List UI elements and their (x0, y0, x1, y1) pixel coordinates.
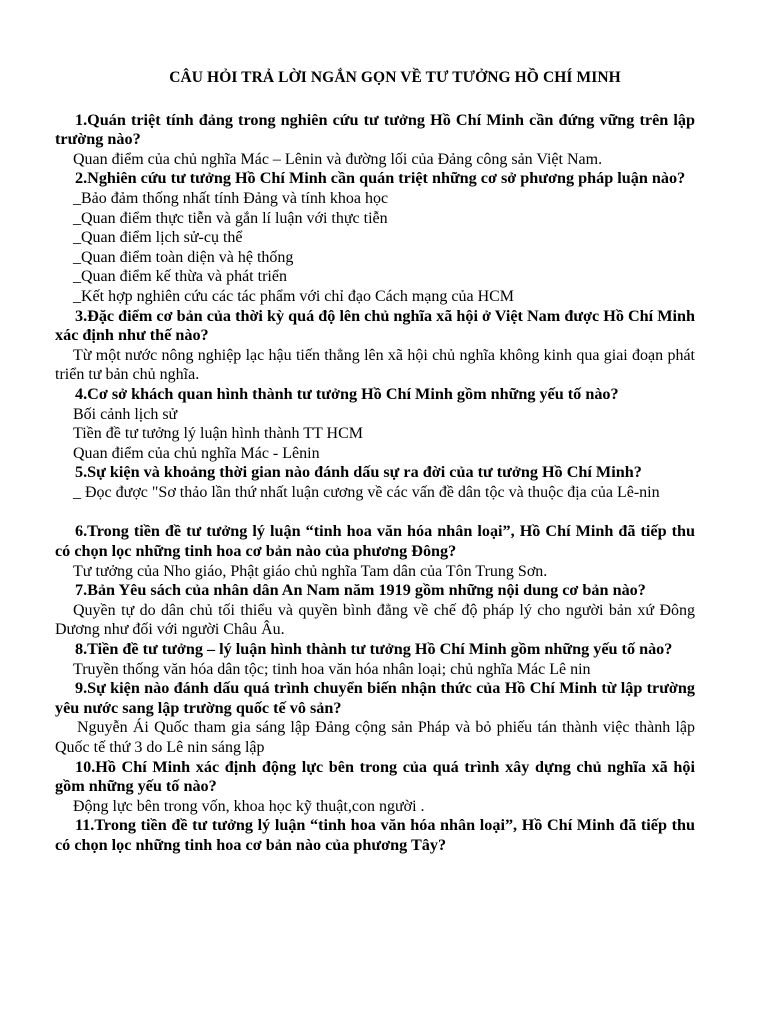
question-9: 9.Sự kiện nào đánh dấu quá trình chuyển biến nhận thức của Hồ Chí Minh từ lập trường yêu nước sang lập trường quốc tế vô sản? (55, 679, 695, 717)
answer-2-item: _Quan điểm lịch sử-cụ thể (73, 229, 243, 247)
question-10: 10.Hồ Chí Minh xác định động lực bên trong của quá trình xây dựng chủ nghĩa xã hội gồm những yếu tố nào? (55, 757, 695, 796)
answer-7: Quyền tự do dân chủ tối thiểu và quyền bình đẳng về chế độ pháp lý cho người bản xứ Đông Dương như đối với người Châu Âu. (55, 601, 695, 639)
answer-2-item: _Bảo đảm thống nhất tính Đảng và tính khoa học (73, 189, 389, 207)
answer-8: Truyền thống văn hóa dân tộc; tinh hoa văn hóa nhân loại; chủ nghĩa Mác Lê nin (73, 660, 591, 678)
question-4: 4.Cơ sở khách quan hình thành tư tưởng Hồ Chí Minh gồm những yếu tố nào? (75, 384, 619, 403)
blank-line (55, 502, 695, 522)
question-6: 6.Trong tiền đề tư tưởng lý luận “tinh hoa văn hóa nhân loại”, Hồ Chí Minh đã tiếp thu có chọn lọc những tinh hoa cơ bản nào của phương Đông? (55, 522, 695, 561)
answer-6: Tư tưởng của Nho giáo, Phật giáo chủ nghĩa Tam dân của Tôn Trung Sơn. (73, 562, 548, 580)
answer-2-item: _Quan điểm kế thừa và phát triển (73, 268, 287, 286)
document-page (55, 68, 695, 856)
answer-10: Động lực bên trong vốn, khoa học kỹ thuật,con người . (73, 797, 425, 815)
answer-2-item: _Quan điểm toàn diện và hệ thống (73, 248, 294, 266)
question-1: 1.Quán triệt tính đảng trong nghiên cứu tư tưởng Hồ Chí Minh cần đứng vững trên lập trường nào? (55, 110, 695, 149)
answer-3: Từ một nước nông nghiệp lạc hậu tiến thẳng lên xã hội chủ nghĩa không kinh qua giai đoạn phát triển tư bản chủ nghĩa. (55, 346, 695, 384)
answer-1: Quan điểm của chủ nghĩa Mác – Lênin và đường lối của Đảng công sản Việt Nam. (73, 150, 603, 168)
answer-4-item: Quan điểm của chủ nghĩa Mác - Lênin (73, 444, 320, 462)
question-5: 5.Sự kiện và khoảng thời gian nào đánh dấu sự ra đời của tư tưởng Hồ Chí Minh? (75, 463, 642, 482)
question-7: 7.Bản Yêu sách của nhân dân An Nam năm 1919 gồm những nội dung cơ bản nào? (75, 581, 646, 600)
answer-5: _ Đọc được "Sơ thảo lần thứ nhất luận cương về các vấn đề dân tộc và thuộc địa của Lê-nin (73, 483, 660, 501)
question-11: 11.Trong tiền đề tư tưởng lý luận “tinh hoa văn hóa nhân loại”, Hồ Chí Minh đã tiếp thu có chọn lọc những tinh hoa cơ bản nào của phương Tây? (55, 816, 695, 854)
question-8: 8.Tiền đề tư tưởng – lý luận hình thành tư tưởng Hồ Chí Minh gồm những yếu tố nào? (75, 640, 673, 659)
document-title: CÂU HỎI TRẢ LỜI NGẮN GỌN VỀ TƯ TƯỞNG HỒ CHÍ MINH (169, 69, 621, 86)
answer-4-item: Tiền đề tư tưởng lý luận hình thành TT HCM (73, 425, 363, 443)
answer-4-item: Bối cảnh lịch sử (73, 405, 178, 423)
answer-2-item: _Quan điểm thực tiễn và gắn lí luận với thực tiễn (73, 209, 388, 227)
question-3: 3.Đặc điểm cơ bản của thời kỳ quá độ lên chủ nghĩa xã hội ở Việt Nam được Hồ Chí Minh xác định như thế nào? (55, 306, 695, 345)
answer-9: Nguyễn Ái Quốc tham gia sáng lập Đảng cộng sản Pháp và bỏ phiếu tán thành việc thành lập Quốc tế thứ 3 do Lê nin sáng lập (55, 719, 695, 756)
answer-2-item: _Kết hợp nghiên cứu các tác phẩm với chỉ đạo Cách mạng của HCM (73, 287, 515, 305)
question-2: 2.Nghiên cứu tư tưởng Hồ Chí Minh cần quán triệt những cơ sở phương pháp luận nào? (75, 169, 686, 188)
